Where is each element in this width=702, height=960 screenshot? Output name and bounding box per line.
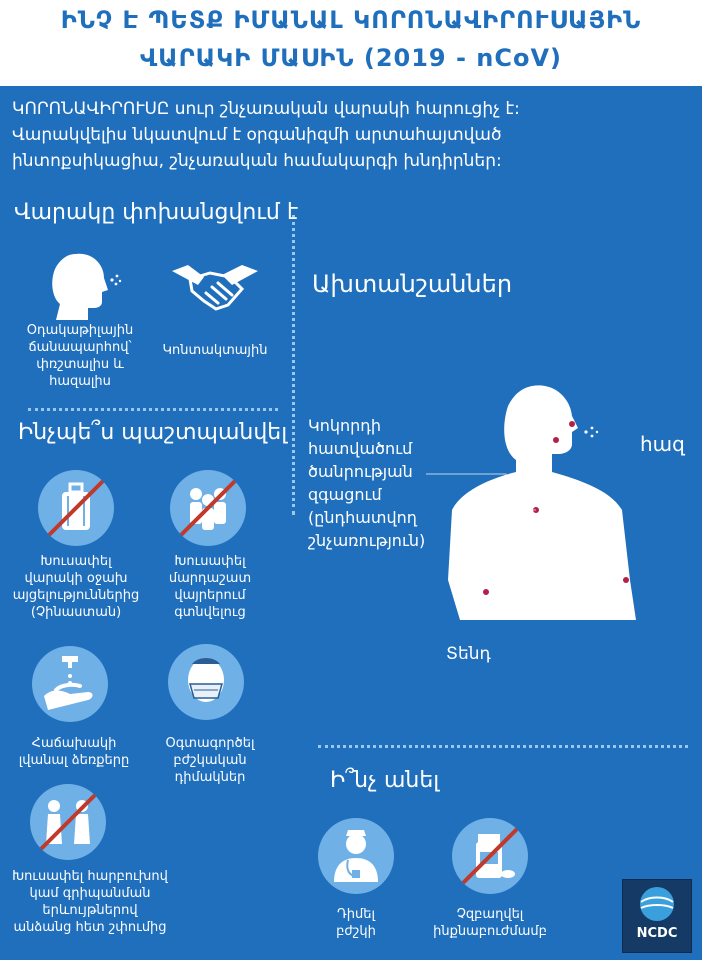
no-contact-icon bbox=[30, 784, 106, 860]
logo-text: NCDC bbox=[636, 926, 678, 941]
doctor-icon bbox=[318, 818, 394, 894]
avoid-sick-contact-label: Խուսափել հարբուխով կամ գրիպանման երևույթներով անձանց հետ շփումից bbox=[12, 869, 168, 935]
throat-pointer-line bbox=[420, 470, 540, 530]
left-divider bbox=[28, 408, 278, 411]
transmission-heading: Վարակը փոխանցվում է bbox=[14, 200, 299, 225]
see-doctor-label: Դիմել բժշկի bbox=[336, 907, 376, 939]
whattodo-heading: Ի՞նչ անել bbox=[330, 768, 440, 793]
title-line-1: ԻՆՉ Է ՊԵՏՔ ԻՄԱՆԱԼ ԿՈՐՈՆԱՎԻՐՈՒՍԱՅԻՆ bbox=[60, 6, 642, 34]
cough-label: հազ bbox=[640, 432, 685, 456]
right-divider bbox=[318, 745, 688, 748]
no-self-medication-label: Չզբաղվել ինքնաբուժմամբ bbox=[433, 907, 547, 939]
fever-label: Տենդ bbox=[446, 644, 491, 664]
vertical-divider bbox=[292, 215, 295, 515]
intro-line: Վարակվելիս նկատվում է օրգանիզմի արտահայտված bbox=[12, 125, 502, 145]
ncdc-globe-logo bbox=[622, 879, 692, 953]
luggage-crossed-icon bbox=[38, 470, 114, 546]
handwash-icon bbox=[32, 646, 108, 722]
protection-heading: Ինչպե՞ս պաշտպանվել bbox=[18, 420, 288, 445]
handshake-icon bbox=[170, 255, 260, 319]
wash-hands-label: Հաճախակի լվանալ ձեռքերը bbox=[18, 736, 130, 768]
transmission-airborne-label: Օդակաթիլային ճանապարհով՝ փռշտալիս և հազալիս bbox=[26, 323, 134, 389]
wear-mask-label: Օգտագործել բժշկական դիմակներ bbox=[165, 736, 255, 785]
avoid-travel-label: Խուսափել վարակի օջախ այցելություններից (Չինաստան) bbox=[12, 554, 140, 620]
intro-line: ԿՈՐՈՆԱՎԻՐՈՒՍԸ սուր շնչառական վարակի հարուցիչ է: bbox=[12, 99, 520, 119]
face-mask-icon bbox=[168, 644, 244, 720]
avoid-crowds-label: Խուսափել մարդաշատ վայրերում գտնվելուց bbox=[168, 554, 252, 620]
intro-line: ինտոքսիկացիա, շնչառական համակարգի խնդիրներ: bbox=[12, 151, 502, 171]
header-banner bbox=[0, 0, 702, 86]
throat-symptom-text: Կոկորդի հատվածում ծանրության զգացում (ընդհատվող շնչառություն) bbox=[308, 416, 426, 550]
symptoms-heading: Ախտանշաններ bbox=[312, 270, 513, 298]
crowd-crossed-icon bbox=[170, 470, 246, 546]
medicine-crossed-icon bbox=[452, 818, 528, 894]
intro-text bbox=[12, 96, 692, 174]
head-cough-icon bbox=[42, 246, 122, 330]
transmission-contact-label: Կոնտակտային bbox=[162, 343, 268, 358]
title-line-2: ՎԱՐԱԿԻ ՄԱՍԻՆ (2019 - nCoV) bbox=[139, 44, 563, 72]
